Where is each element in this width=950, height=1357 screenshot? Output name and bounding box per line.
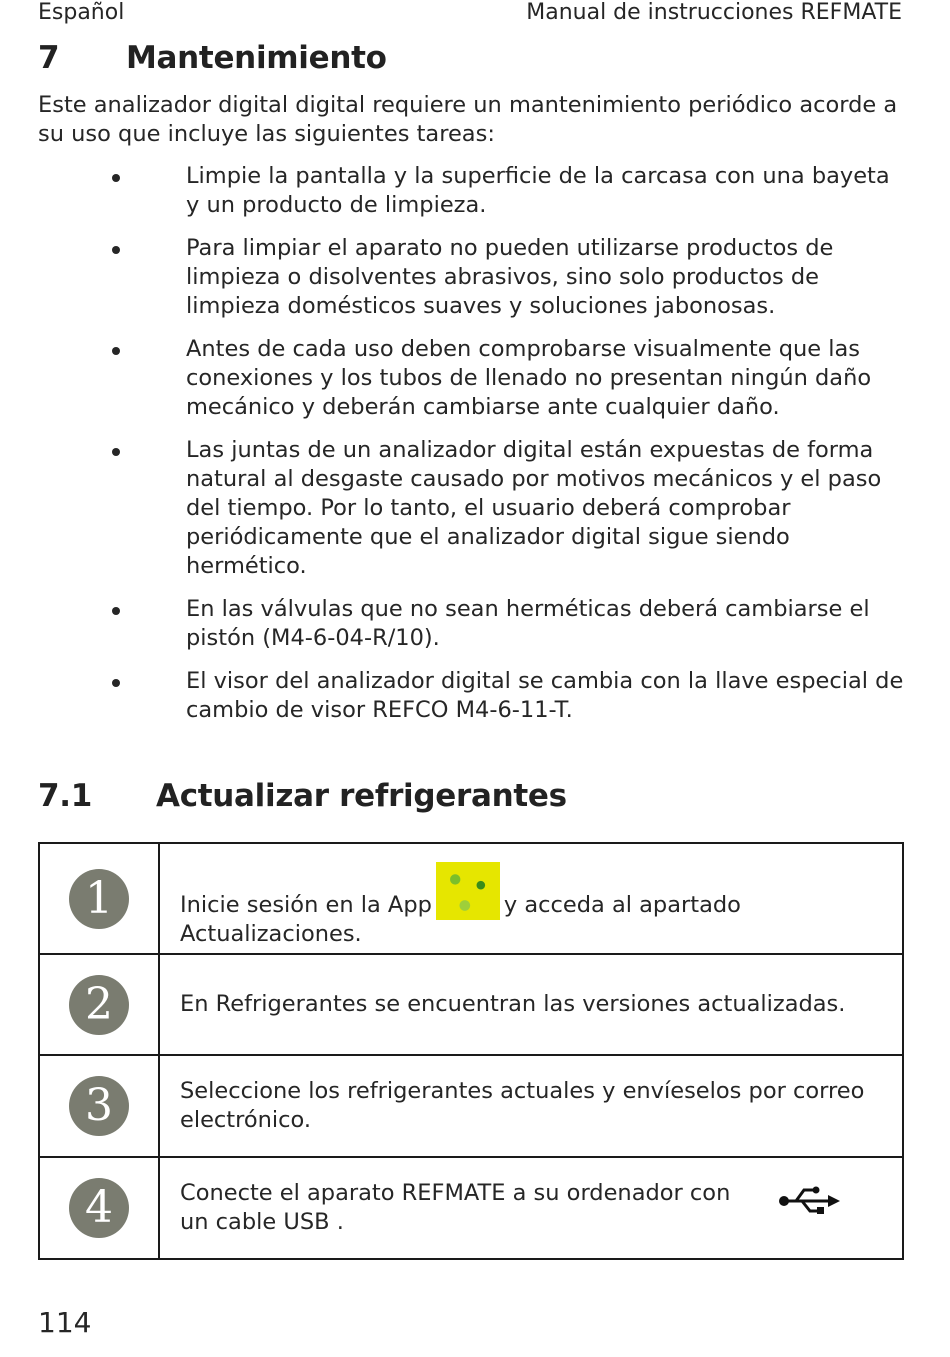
- list-item-text: Las juntas de un analizador digital están expuestas de forma natural al desgaste causado por motivos mecánicos y el paso del tiempo. Por lo tanto, el usuario deberá comprobar periódicamente que el analizador digital sigue siendo hermético.: [186, 437, 882, 579]
- list-item: [0, 162, 950, 220]
- step-number-cell: [39, 1157, 159, 1259]
- step-number-badge: 2: [69, 975, 129, 1035]
- header-language: Español: [38, 0, 125, 25]
- bullet-icon: [112, 448, 120, 456]
- table-row: [39, 1157, 903, 1259]
- header-manual-title: Manual de instrucciones REFMATE: [526, 0, 902, 25]
- list-item-text: En las válvulas que no sean herméticas deberá cambiarse el pistón (M4-6-04-R/10).: [186, 596, 870, 651]
- step-text: En Refrigerantes se encuentran las versiones actualizadas.: [180, 991, 846, 1017]
- step-number-badge: 3: [69, 1076, 129, 1136]
- table-row: [39, 1055, 903, 1157]
- step-text-cell: [159, 843, 903, 954]
- bullet-icon: [112, 607, 120, 615]
- list-item: [0, 667, 950, 725]
- list-item-text: Antes de cada uso deben comprobarse visualmente que las conexiones y los tubos de llenado no presentan ningún daño mecánico y deberán cambiarse ante cualquier daño.: [186, 336, 872, 420]
- table-row: [39, 843, 903, 954]
- list-item-text: Para limpiar el aparato no pueden utilizarse productos de limpieza o disolventes abrasivos, sino solo productos de limpieza domésticos suaves y soluciones jabonosas.: [186, 235, 834, 319]
- steps-table: [38, 842, 904, 1260]
- page-number: 114: [38, 1306, 92, 1339]
- step-text-cell: [159, 1055, 903, 1157]
- list-item: [0, 335, 950, 422]
- step-text: Seleccione los refrigerantes actuales y envíeselos por correo electrónico.: [180, 1078, 865, 1133]
- step-text-continued: y acceda al apartado Actualizaciones.: [180, 892, 741, 947]
- list-item: [0, 595, 950, 653]
- step-number-badge: 1: [69, 869, 129, 929]
- app-icon: [436, 862, 500, 920]
- bullet-icon: [112, 174, 120, 182]
- section-title: Mantenimiento: [126, 40, 387, 76]
- list-item-text: El visor del analizador digital se cambia con la llave especial de cambio de visor REFCO M4-6-11-T.: [186, 668, 904, 723]
- step-text: Conecte el aparato REFMATE a su ordenador con un cable USB .: [180, 1180, 731, 1235]
- step-text-cell: [159, 1157, 903, 1259]
- step-text-cell: [159, 954, 903, 1055]
- subsection-number: 7.1: [38, 778, 93, 814]
- intro-paragraph: Este analizador digital digital requiere un mantenimiento periódico acorde a su uso que incluye las siguientes tareas:: [38, 92, 898, 147]
- list-item: [0, 436, 950, 581]
- subsection-title: Actualizar refrigerantes: [156, 778, 567, 814]
- section-heading: [38, 40, 387, 76]
- step-number-badge: 4: [69, 1178, 129, 1238]
- list-item-text: Limpie la pantalla y la superficie de la carcasa con una bayeta y un producto de limpieza.: [186, 163, 890, 218]
- maintenance-list: [0, 162, 950, 739]
- bullet-icon: [112, 679, 120, 687]
- bullet-icon: [112, 347, 120, 355]
- step-number-cell: [39, 954, 159, 1055]
- step-text: Inicie sesión en la App: [180, 892, 432, 918]
- step-number-cell: [39, 843, 159, 954]
- table-row: [39, 954, 903, 1055]
- usb-icon: [778, 1186, 840, 1216]
- section-number: 7: [38, 40, 60, 76]
- list-item: [0, 234, 950, 321]
- subsection-heading: [38, 778, 567, 814]
- bullet-icon: [112, 246, 120, 254]
- step-number-cell: [39, 1055, 159, 1157]
